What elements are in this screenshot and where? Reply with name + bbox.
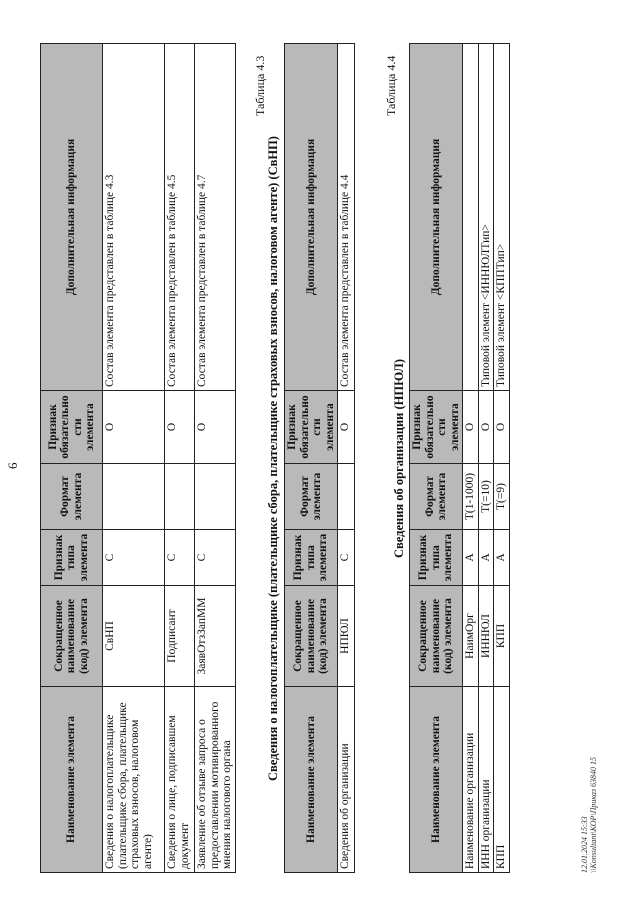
table2-header-required: Признак обязательности элемента bbox=[285, 391, 338, 464]
cell-info: Типовой элемент <ИННЮЛТип> bbox=[478, 44, 494, 391]
cell-type: А bbox=[463, 530, 479, 586]
table3-header-info: Дополнительная информация bbox=[410, 44, 463, 391]
table-4-4-title: Сведения об организации (НПЮЛ) bbox=[392, 358, 406, 559]
print-stamp bbox=[580, 757, 598, 873]
table-row bbox=[103, 44, 165, 873]
table1-header-name: Наименование элемента bbox=[41, 687, 103, 873]
table3-header-code: Сокращенное наименование (код) элемента bbox=[410, 586, 463, 687]
cell-name: Сведения о лице, подписавшем документ bbox=[165, 687, 195, 873]
table2-header-info: Дополнительная информация bbox=[285, 44, 338, 391]
cell-info: Типовой элемент <КППТип> bbox=[494, 44, 510, 391]
cell-name: Заявление об отзыве запроса о предоставлении мотивированного мнения налогового органа bbox=[195, 687, 236, 873]
cell-required: О bbox=[195, 391, 236, 464]
table1-header-info: Дополнительная информация bbox=[41, 44, 103, 391]
cell-code: ЗаявОтзЗапММ bbox=[195, 586, 236, 687]
cell-type: С bbox=[103, 530, 165, 586]
cell-format bbox=[165, 464, 195, 530]
table2-header-format: Формат элемента bbox=[285, 464, 338, 530]
table3-header-name: Наименование элемента bbox=[410, 687, 463, 873]
table-row bbox=[478, 44, 494, 873]
table-4-3-title: Сведения о налогоплательщике (плательщике сбора, плательщике страховых взносов, налоговом агенте) (СвНП) bbox=[266, 136, 280, 781]
table1-header-required: Признак обязательности элемента bbox=[41, 391, 103, 464]
table2-header-name: Наименование элемента bbox=[285, 687, 338, 873]
table1-header-format: Формат элемента bbox=[41, 464, 103, 530]
table-4-4-caption: Таблица 4.4 bbox=[384, 55, 398, 116]
table-4-3 bbox=[284, 43, 355, 873]
cell-info: Состав элемента представлен в таблице 4.4 bbox=[338, 44, 355, 391]
table3-header-format: Формат элемента bbox=[410, 464, 463, 530]
table-row bbox=[338, 44, 355, 873]
cell-name: КПП bbox=[494, 687, 510, 873]
cell-name: Сведения о налогоплательщике (плательщике сбора, плательщике страховых взносов, налоговом агенте) bbox=[103, 687, 165, 873]
cell-code: НаимОрг bbox=[463, 586, 479, 687]
cell-required: О bbox=[463, 391, 479, 464]
cell-required: О bbox=[494, 391, 510, 464]
cell-info: Состав элемента представлен в таблице 4.3 bbox=[103, 44, 165, 391]
cell-required: О bbox=[165, 391, 195, 464]
cell-name: Сведения об организации bbox=[338, 687, 355, 873]
cell-type: С bbox=[338, 530, 355, 586]
cell-info: Состав элемента представлен в таблице 4.5 bbox=[165, 44, 195, 391]
cell-type: С bbox=[195, 530, 236, 586]
cell-format bbox=[338, 464, 355, 530]
cell-format: T(=9) bbox=[494, 464, 510, 530]
cell-name: Наименование организации bbox=[463, 687, 479, 873]
cell-code: КПП bbox=[494, 586, 510, 687]
cell-code: ИННЮЛ bbox=[478, 586, 494, 687]
cell-required: О bbox=[103, 391, 165, 464]
cell-code: Подписант bbox=[165, 586, 195, 687]
table-row bbox=[463, 44, 479, 873]
cell-name: ИНН организации bbox=[478, 687, 494, 873]
table2-header-code: Сокращенное наименование (код) элемента bbox=[285, 586, 338, 687]
table1-header-code: Сокращенное наименование (код) элемента bbox=[41, 586, 103, 687]
table-row bbox=[165, 44, 195, 873]
cell-info: Состав элемента представлен в таблице 4.7 bbox=[195, 44, 236, 391]
cell-required: О bbox=[478, 391, 494, 464]
table3-header-required: Признак обязательности элемента bbox=[410, 391, 463, 464]
table-row bbox=[494, 44, 510, 873]
table3-header-type: Признак типа элемента bbox=[410, 530, 463, 586]
table-4-3-caption: Таблица 4.3 bbox=[253, 55, 267, 116]
cell-type: С bbox=[165, 530, 195, 586]
cell-format: T(1-1000) bbox=[463, 464, 479, 530]
cell-type: А bbox=[478, 530, 494, 586]
cell-info bbox=[463, 44, 479, 391]
cell-format: T(=10) bbox=[478, 464, 494, 530]
page-number: 6 bbox=[5, 462, 20, 469]
table-4-2 bbox=[40, 43, 236, 873]
cell-format bbox=[103, 464, 165, 530]
cell-code: СвНП bbox=[103, 586, 165, 687]
print-stamp-path: \\Konsultant\КОР\Приказ 63840 15 bbox=[589, 756, 598, 873]
cell-format bbox=[195, 464, 236, 530]
cell-code: НПЮЛ bbox=[338, 586, 355, 687]
print-stamp-date: 12.01.2024 15:33 bbox=[580, 816, 589, 873]
cell-type: А bbox=[494, 530, 510, 586]
table2-header-type: Признак типа элемента bbox=[285, 530, 338, 586]
table1-header-type: Признак типа элемента bbox=[41, 530, 103, 586]
cell-required: О bbox=[338, 391, 355, 464]
table-row bbox=[195, 44, 236, 873]
table-4-4 bbox=[409, 43, 510, 873]
